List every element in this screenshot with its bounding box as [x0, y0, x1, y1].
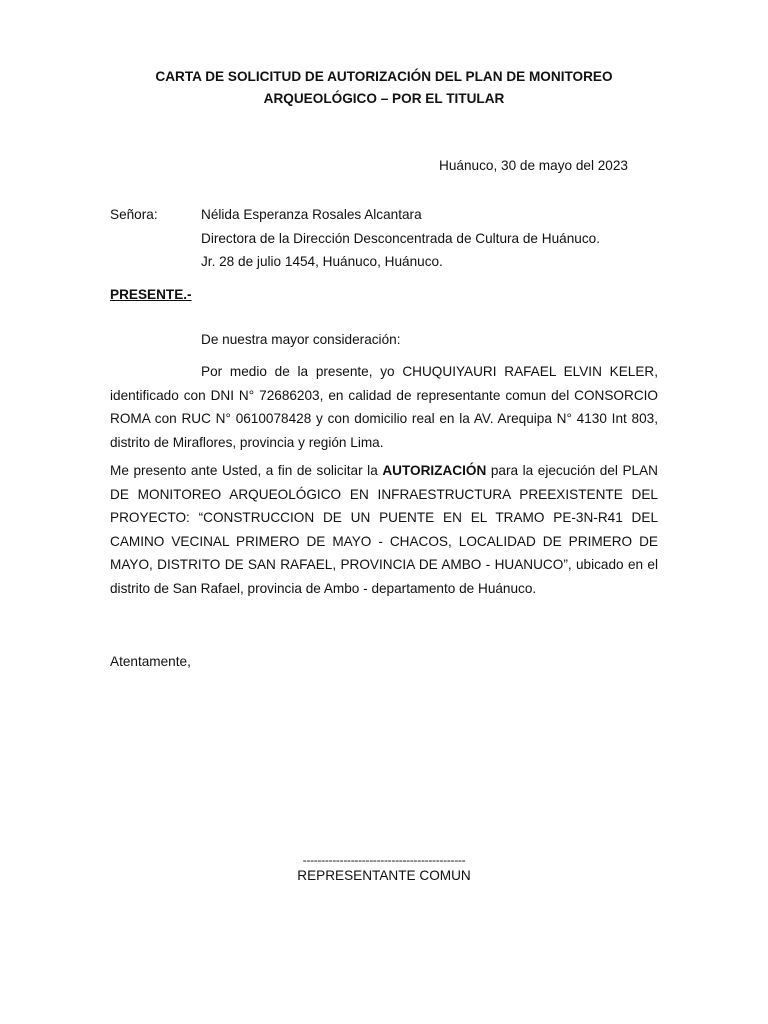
- request-text-start: Me presento ante Usted, a fin de solicitar la: [110, 463, 383, 478]
- recipient-position: Directora de la Dirección Desconcentrada de Cultura de Huánuco.: [201, 230, 600, 246]
- recipient-label: Señora:: [110, 207, 158, 222]
- signature-block: [234, 852, 534, 884]
- signature-label: REPRESENTANTE COMUN: [297, 868, 471, 883]
- title-line-2: ARQUEOLÓGICO – POR EL TITULAR: [263, 91, 505, 106]
- paragraph-request: [110, 459, 658, 600]
- greeting: De nuestra mayor consideración:: [201, 332, 401, 347]
- request-text-end: para la ejecución del PLAN DE MONITOREO ARQUEOLÓGICO EN INFRAESTRUCTURA PREEXISTENTE DEL PROYECTO: “CONSTRUCCION DE UN PUENTE EN EL TRAMO PE-3N-R41 DEL CAMINO VECINAL PRIMERO DE MAYO - CHACOS, LOCALIDAD DE PRIMERO DE MAYO, DISTRITO DE SAN RAFAEL, PROVINCIA DE AMBO - HUANUCO”, ubicado en el distrito de San Rafael, provincia de Ambo - departamento de Huánuco.: [110, 463, 659, 596]
- recipient-name: Nélida Esperanza Rosales Alcantara: [201, 207, 422, 222]
- recipient-address: Jr. 28 de julio 1454, Huánuco, Huánuco.: [201, 254, 443, 269]
- signature-line: --------------------------------------------: [302, 853, 466, 867]
- presente-heading: PRESENTE.-: [110, 287, 192, 302]
- request-bold-keyword: AUTORIZACIÓN: [382, 463, 487, 478]
- title-line-1: CARTA DE SOLICITUD DE AUTORIZACIÓN DEL PLAN DE MONITOREO: [155, 69, 613, 84]
- closing: Atentamente,: [110, 654, 191, 669]
- paragraph-identification: Por medio de la presente, yo CHUQUIYAURI RAFAEL ELVIN KELER, identificado con DNI N° 72686203, en calidad de representante comun del CONSORCIO ROMA con RUC N° 0610078428 y con domicilio real en la AV. Arequipa N° 4130 Int 803, distrito de Miraflores, provincia y región Lima.: [110, 364, 658, 450]
- document-title: [110, 66, 658, 110]
- letter-date: Huánuco, 30 de mayo del 2023: [439, 158, 628, 173]
